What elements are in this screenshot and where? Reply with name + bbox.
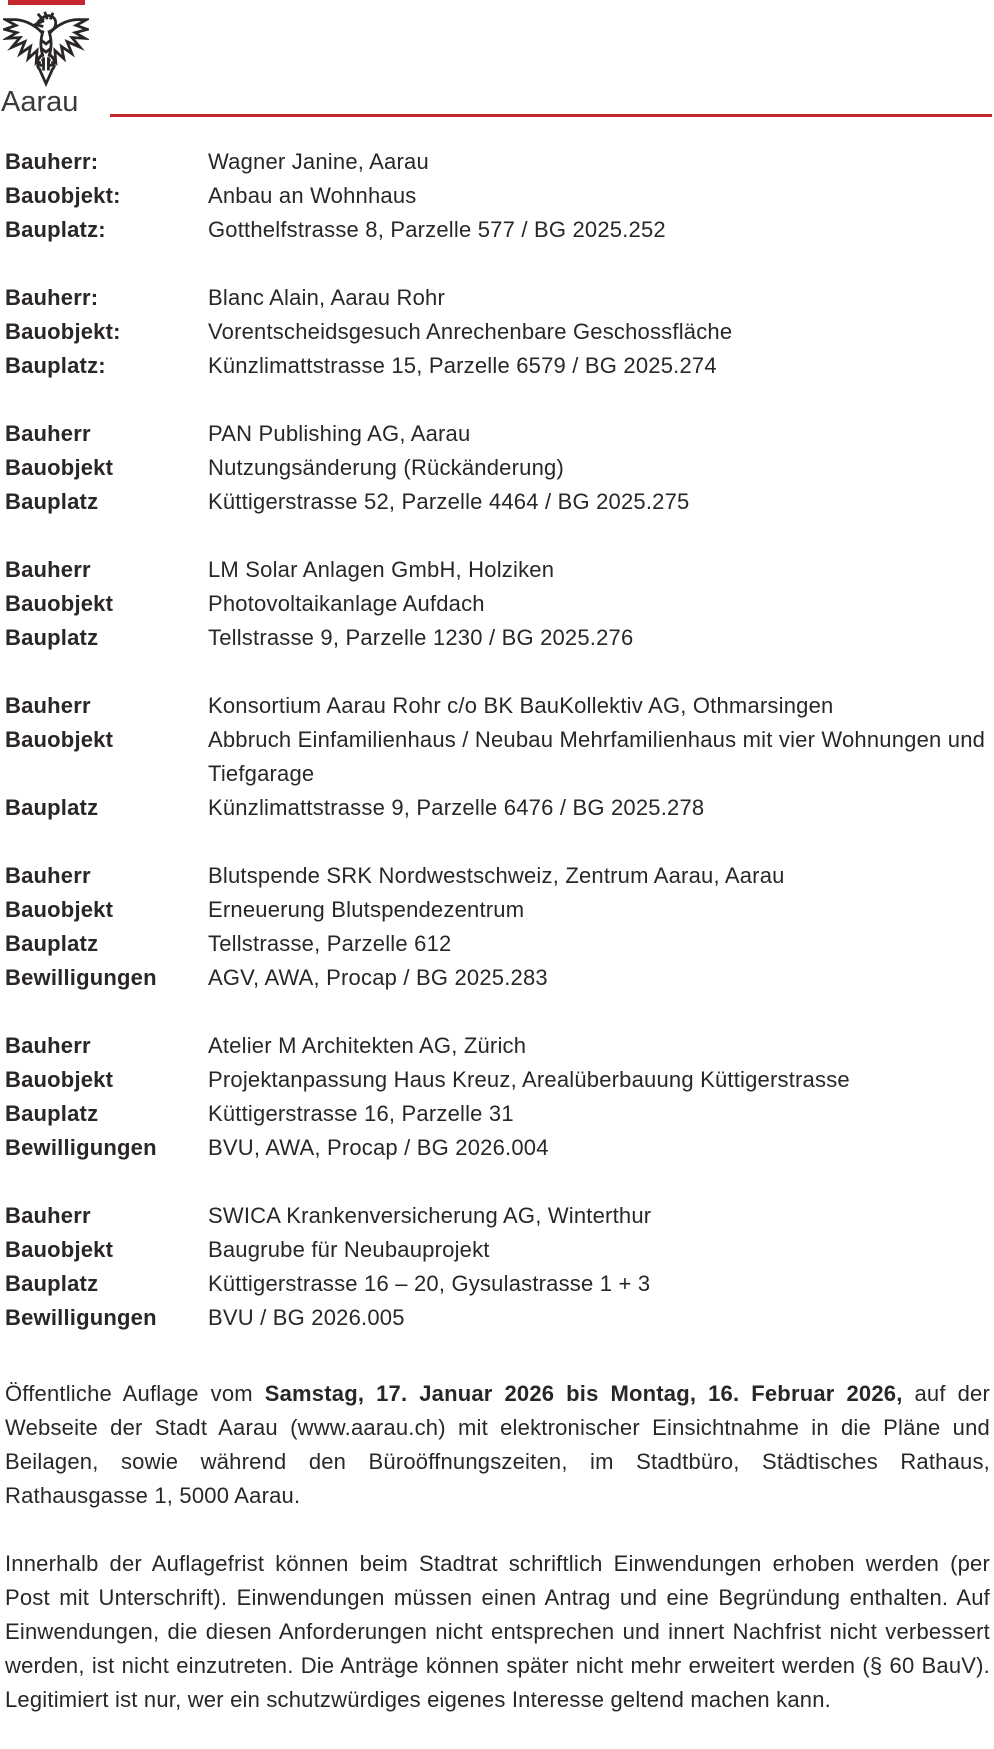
permit-entry (5, 281, 990, 383)
permit-row-value: PAN Publishing AG, Aarau (208, 421, 471, 446)
permit-row-value: BVU, AWA, Procap / BG 2026.004 (208, 1135, 549, 1160)
permit-row-label: Bauplatz (5, 1271, 99, 1296)
permit-row (5, 1199, 990, 1233)
auflage-period-bold: Samstag, 17. Januar 2026 bis Montag, 16. Februar 2026, (264, 1381, 903, 1406)
permit-row-label: Bauplatz (5, 795, 99, 820)
permit-row-value: Tellstrasse, Parzelle 612 (208, 931, 452, 956)
permit-row-label: Bauherr (5, 863, 91, 888)
permit-row-value: Anbau an Wohnhaus (208, 183, 417, 208)
permit-row-label: Bauplatz (5, 931, 99, 956)
permit-row-value: Erneuerung Blutspendezentrum (208, 897, 525, 922)
brand-wordmark: Aarau (1, 86, 79, 118)
permit-row (5, 893, 990, 927)
permit-row (5, 451, 990, 485)
permit-row-label: Bauplatz (5, 1101, 99, 1126)
permit-row-value: Abbruch Einfamilienhaus / Neubau Mehrfamilienhaus mit vier Wohnungen und Tiefgarage (208, 727, 986, 786)
permit-entry (5, 859, 990, 995)
permit-list (5, 145, 990, 1335)
permit-row-value: BVU / BG 2026.005 (208, 1305, 405, 1330)
permit-row (5, 349, 990, 383)
permit-row (5, 315, 990, 349)
permit-entry (5, 1029, 990, 1165)
notice-content (5, 145, 990, 1717)
permit-row-label: Bewilligungen (5, 1135, 157, 1160)
permit-row-value: AGV, AWA, Procap / BG 2025.283 (208, 965, 548, 990)
permit-row-value: Künzlimattstrasse 15, Parzelle 6579 / BG 2025.274 (208, 353, 717, 378)
permit-row (5, 1029, 990, 1063)
header-rule (110, 114, 992, 117)
permit-row-label: Bauobjekt (5, 727, 114, 752)
permit-row-label: Bauobjekt: (5, 183, 121, 208)
permit-row-label: Bauobjekt: (5, 319, 121, 344)
aarau-eagle-icon (3, 11, 89, 90)
permit-row (5, 791, 990, 825)
permit-entry (5, 145, 990, 247)
permit-row-value: Projektanpassung Haus Kreuz, Arealüberbauung Küttigerstrasse (208, 1067, 850, 1092)
permit-row-value: Blutspende SRK Nordwestschweiz, Zentrum Aarau, Aarau (208, 863, 785, 888)
permit-row-value: Atelier M Architekten AG, Zürich (208, 1033, 527, 1058)
permit-row (5, 689, 990, 723)
permit-row-value: SWICA Krankenversicherung AG, Winterthur (208, 1203, 652, 1228)
permit-row-label: Bauobjekt (5, 897, 114, 922)
permit-row (5, 553, 990, 587)
permit-row-value: Tellstrasse 9, Parzelle 1230 / BG 2025.276 (208, 625, 634, 650)
permit-row-label: Bauobjekt (5, 1237, 114, 1262)
permit-row-label: Bauplatz (5, 489, 99, 514)
permit-row (5, 1267, 990, 1301)
permit-row (5, 417, 990, 451)
permit-row-label: Bauplatz (5, 625, 99, 650)
permit-row (5, 213, 990, 247)
permit-row-label: Bauobjekt (5, 1067, 114, 1092)
permit-entry (5, 1199, 990, 1335)
permit-row (5, 587, 990, 621)
permit-row (5, 1233, 990, 1267)
permit-row-value: Nutzungsänderung (Rückänderung) (208, 455, 564, 480)
permit-row-label: Bauherr (5, 421, 91, 446)
permit-row-label: Bauherr (5, 1033, 91, 1058)
permit-row (5, 1131, 990, 1165)
permit-row-value: Vorentscheidsgesuch Anrechenbare Geschossfläche (208, 319, 733, 344)
permit-row-value: Blanc Alain, Aarau Rohr (208, 285, 445, 310)
permit-row (5, 485, 990, 519)
permit-entry (5, 417, 990, 519)
permit-row (5, 859, 990, 893)
permit-row-value: Konsortium Aarau Rohr c/o BK BauKollektiv AG, Othmarsingen (208, 693, 834, 718)
permit-row-label: Bewilligungen (5, 965, 157, 990)
permit-row (5, 1301, 990, 1335)
permit-row (5, 621, 990, 655)
permit-row-value: Gotthelfstrasse 8, Parzelle 577 / BG 2025.252 (208, 217, 666, 242)
permit-row-value: Küttigerstrasse 16 – 20, Gysulastrasse 1 + 3 (208, 1271, 651, 1296)
permit-row-label: Bauobjekt (5, 591, 114, 616)
auflage-paragraph (5, 1377, 990, 1513)
permit-entry (5, 553, 990, 655)
permit-row (5, 179, 990, 213)
permit-row-value: Photovoltaikanlage Aufdach (208, 591, 485, 616)
brand-red-bar (8, 0, 85, 5)
permit-row-label: Bauobjekt (5, 455, 114, 480)
permit-row-value: Küttigerstrasse 52, Parzelle 4464 / BG 2025.275 (208, 489, 690, 514)
permit-row (5, 145, 990, 179)
permit-row-label: Bauherr (5, 557, 91, 582)
permit-row-label: Bauherr: (5, 149, 99, 174)
permit-row (5, 281, 990, 315)
permit-row-value: Künzlimattstrasse 9, Parzelle 6476 / BG 2025.278 (208, 795, 705, 820)
einwendungen-paragraph: Innerhalb der Auflagefrist können beim Stadtrat schriftlich Einwendungen erhoben werden (per Post mit Unterschrift). Einwendungen müssen einen Antrag und eine Begründung enthalten. Auf Einwendungen, die diesen Anforderungen nicht entsprechen und innert Nachfrist nicht verbessert werden, ist nicht einzutreten. Die Anträge können später nicht mehr erweitert werden (§ 60 BauV). Legitimiert ist nur, wer ein schutzwürdiges eigenes Interesse geltend machen kann. (5, 1551, 990, 1712)
permit-row-value: Küttigerstrasse 16, Parzelle 31 (208, 1101, 514, 1126)
permit-row-value: LM Solar Anlagen GmbH, Holziken (208, 557, 555, 582)
permit-row (5, 961, 990, 995)
permit-row-label: Bauherr: (5, 285, 99, 310)
permit-entry (5, 689, 990, 825)
auflage-rest: auf der Webseite der Stadt Aarau (www.aarau.ch) mit elektronischer Einsichtnahme in die Pläne und Beilagen, sowie während den Büroöffnungszeiten, im Stadtbüro, Städtisches Rathaus, Rathausgasse 1, 5000 Aarau. (5, 1381, 990, 1508)
permit-row-label: Bauherr (5, 693, 91, 718)
permit-row-label: Bauherr (5, 1203, 91, 1228)
permit-row (5, 723, 990, 791)
permit-row (5, 1097, 990, 1131)
permit-row-label: Bewilligungen (5, 1305, 157, 1330)
permit-row-value: Wagner Janine, Aarau (208, 149, 429, 174)
permit-row-value: Baugrube für Neubauprojekt (208, 1237, 490, 1262)
permit-row-label: Bauplatz: (5, 217, 106, 242)
permit-row-label: Bauplatz: (5, 353, 106, 378)
permit-row (5, 1063, 990, 1097)
auflage-prefix: Öffentliche Auflage vom (5, 1381, 265, 1406)
permit-row (5, 927, 990, 961)
